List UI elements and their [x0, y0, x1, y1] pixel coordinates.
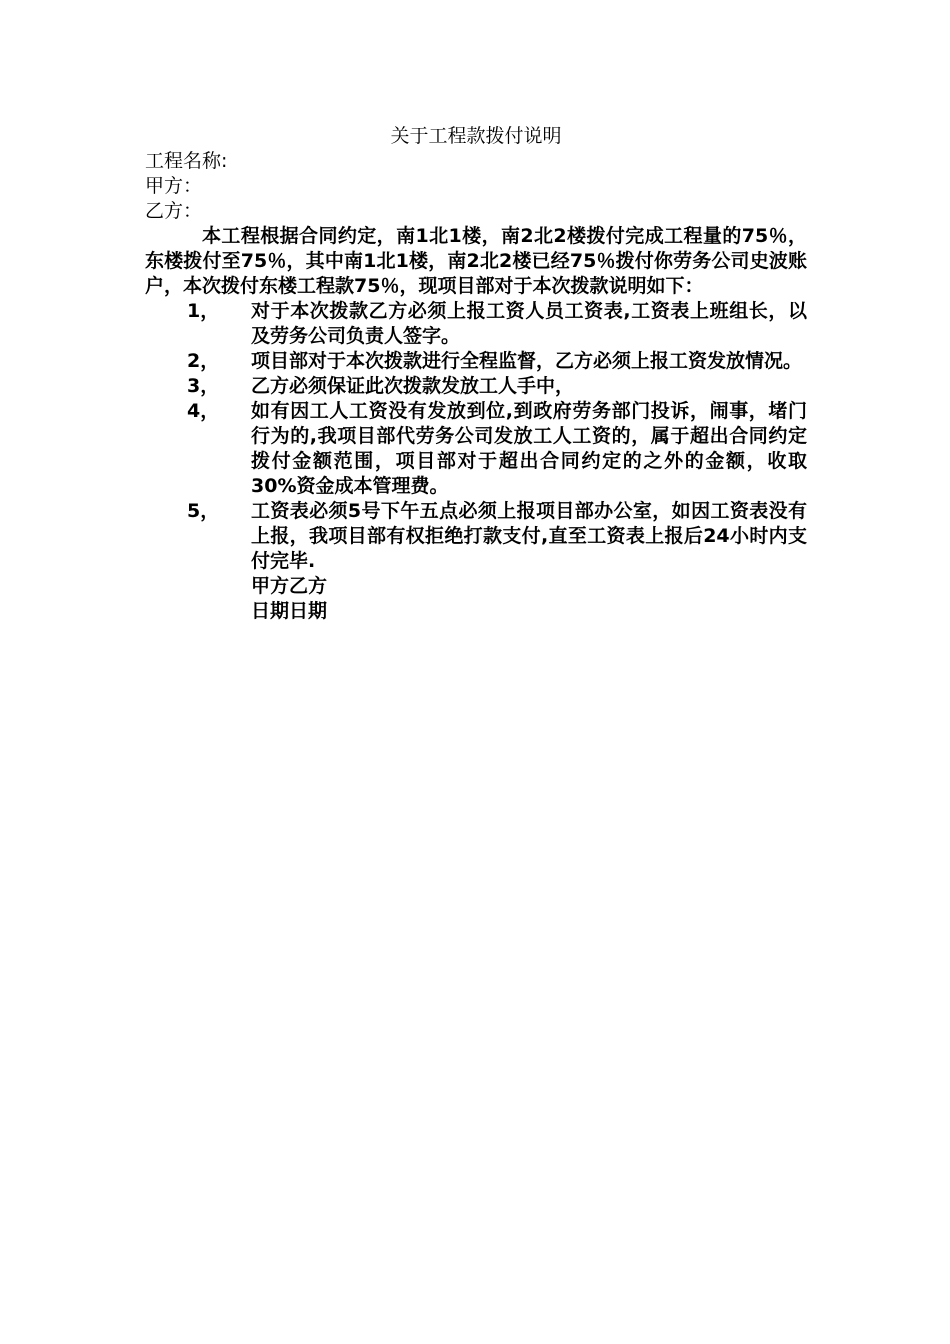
project-name-field: 工程名称: [145, 150, 228, 172]
term-number: 3， [187, 375, 220, 397]
signature-line: 甲方乙方 [251, 575, 328, 597]
party-b-field: 乙方： [145, 200, 203, 222]
term-item-3 [145, 374, 807, 399]
terms-list [145, 299, 807, 574]
term-number: 2， [187, 350, 220, 372]
term-text: 如有因工人工资没有发放到位,到政府劳务部门投诉，闹事，堵门行为的,我项目部代劳务公司发放工人工资的，属于超出合同约定拨付金额范围，项目部对于超出合同约定的之外的金额，收取30%资金成本管理费。 [251, 400, 807, 497]
term-number: 4， [187, 400, 220, 422]
term-text: 对于本次拨款乙方必须上报工资人员工资表,工资表上班组长，以及劳务公司负责人签字。 [251, 300, 807, 347]
term-text: 乙方必须保证此次拨款发放工人手中， [251, 375, 575, 397]
term-item-5 [145, 499, 807, 574]
term-number: 5， [187, 500, 220, 522]
term-text: 项目部对于本次拨款进行全程监督，乙方必须上报工资发放情况。 [251, 350, 803, 372]
party-a-field: 甲方： [145, 175, 203, 197]
term-item-2 [145, 349, 807, 374]
intro-paragraph: 本工程根据合同约定，南1北1楼，南2北2楼拨付完成工程量的75％，东楼拨付至75％，其中南1北1楼，南2北2楼已经75％拨付你劳务公司史波账户，本次拨付东楼工程款75％，现项目部对于本次拨款说明如下： [145, 225, 807, 297]
document-body [145, 124, 807, 624]
term-text: 工资表必须5号下午五点必须上报项目部办公室，如因工资表没有上报，我项目部有权拒绝打款支付,直至工资表上报后24小时内支付完毕. [251, 500, 807, 572]
date-line: 日期日期 [251, 600, 328, 622]
term-number: 1， [187, 300, 220, 322]
term-item-1 [145, 299, 807, 349]
term-item-4 [145, 399, 807, 499]
document-title: 关于工程款拨付说明 [390, 125, 562, 147]
